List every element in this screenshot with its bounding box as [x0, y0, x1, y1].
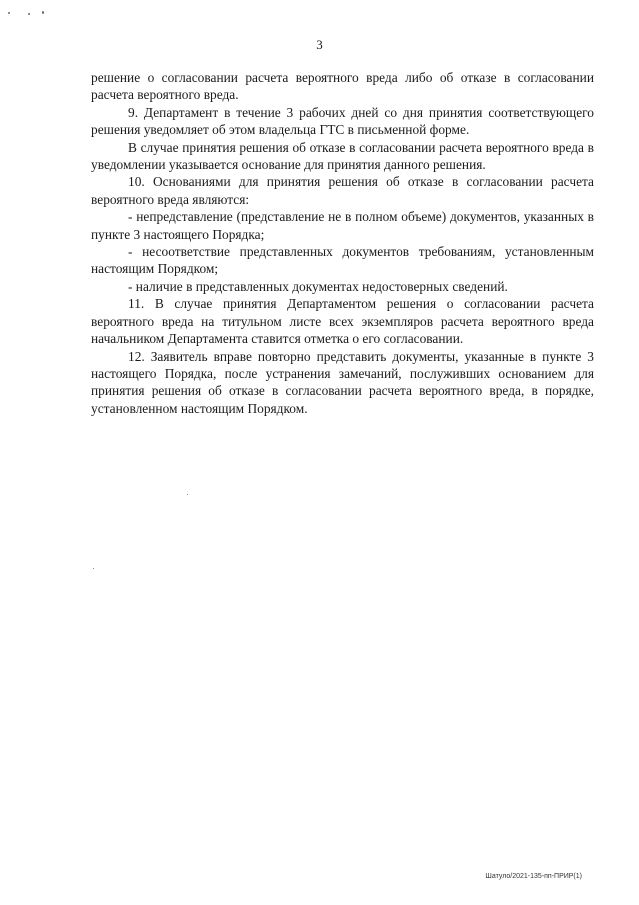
paragraph-12: 12. Заявитель вправе повторно представить документы, указанные в пункте 3 настоящего Порядка, после устранения замечаний, послуживших основанием для принятия решения об отказе в согласовании расчета вероятного вреда, в порядке, установленном настоящим Порядком.	[91, 348, 594, 416]
paragraph-11: 11. В случае принятия Департаментом решения о согласовании расчета вероятного вреда на титульном листе всех экземпляров расчета вероятного вреда начальником Департамента ставится отметка о его согласовании.	[91, 296, 594, 347]
paragraph-10: 10. Основаниями для принятия решения об отказе в согласовании расчета вероятного вреда являются:	[91, 174, 594, 207]
scan-speck	[93, 568, 94, 569]
scan-speck	[28, 13, 30, 15]
scan-speck	[8, 12, 10, 14]
page-number: 3	[316, 37, 323, 52]
scan-speck	[187, 494, 188, 495]
paragraph-9-refusal: В случае принятия решения об отказе в согласовании расчета вероятного вреда в уведомлении указывается основание для принятия данного решения.	[91, 139, 594, 173]
list-item-non-compliance: - несоответствие представленных документов требованиям, установленным настоящим Порядком;	[91, 244, 594, 277]
paragraph-9: 9. Департамент в течение 3 рабочих дней со дня принятия соответствующего решения уведомляет об этом владельца ГТС в письменной форме.	[91, 104, 594, 138]
paragraph-continued: решение о согласовании расчета вероятного вреда либо об отказе в согласовании расчета вероятного вреда.	[91, 70, 594, 103]
scan-speck	[42, 11, 44, 14]
list-item-non-submission: - непредставление (представление не в полном объеме) документов, указанных в пункте 3 настоящего Порядка;	[91, 209, 594, 242]
document-body	[91, 69, 594, 417]
footer-reference: Шатуло/2021-135-пп-ПРИР(1)	[485, 873, 582, 880]
list-item-false-information: - наличие в представленных документах недостоверных сведений.	[128, 278, 508, 294]
